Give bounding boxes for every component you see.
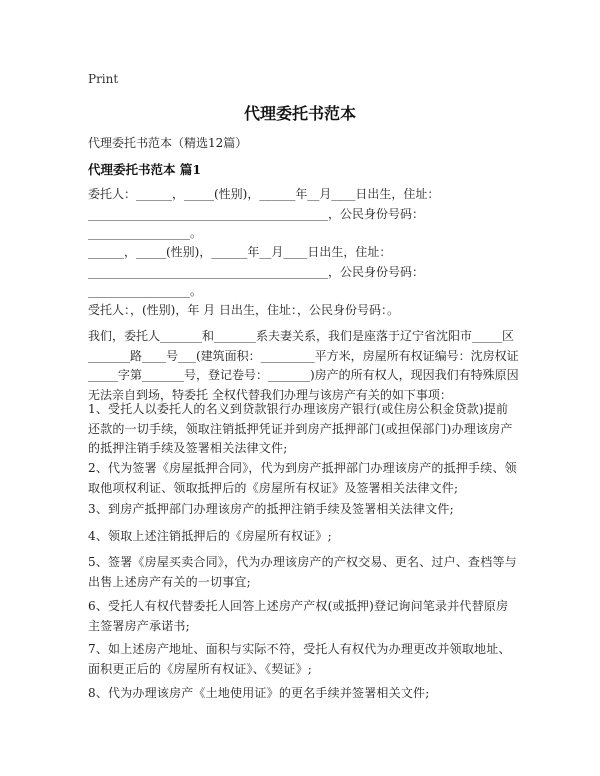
print-label: Print	[88, 72, 119, 86]
item-2: 2、代为签署《房屋抵押合同》，代为到房产抵押部门办理该房产的抵押手续、领取他项权利证、领取抵押后的《房屋所有权证》及签署相关法律文件;	[88, 461, 517, 495]
agent-block	[88, 301, 520, 321]
principal-block-1	[88, 185, 520, 244]
document-title: 代理委托书范本	[243, 104, 356, 123]
item-3: 3、到房产抵押部门办理该房产的抵押注销手续及签署相关法律文件;	[88, 502, 454, 516]
item-5: 5、签署《房屋买卖合同》，代为办理该房产的产权交易、更名、过户、查档等与出售上述房产有关的一切事宜;	[88, 555, 517, 589]
text-line: 我们，委托人_______和_______系夫妻关系，我们是座落于辽宁省沈阳市_____区	[88, 329, 515, 343]
text-line: _________________。	[88, 226, 203, 240]
item-1: 1、受托人以委托人的名义到贷款银行办理该房产银行(或住房公积金贷款)提前还款的一切手续，领取注销抵押凭证并到房产抵押部门(或担保部门)办理该房产的抵押注销手续及签署相关法律文件;	[88, 402, 513, 455]
text-line: _________________。	[88, 284, 203, 298]
text-line: ______，_____(性别)，______年__月____日出生，住址：	[88, 245, 392, 259]
text-line: 受托人：，(性别)，年 月 日出生，住址：，公民身份号码：。	[88, 303, 399, 317]
section-heading: 代理委托书范本 篇1	[88, 162, 202, 177]
principal-block-2	[88, 243, 520, 302]
item-8: 8、代为办理该房产《土地使用证》的更名手续并签署相关文件;	[88, 686, 430, 700]
item-7: 7、如上述房产地址、面积与实际不符，受托人有权代为办理更改并领取地址、面积更正后的《房屋所有权证》、《契证》;	[88, 642, 511, 676]
text-line: 委托人：______，_____(性别)，______年__月____日出生，住址：	[88, 187, 440, 201]
item-4: 4、领取上述注销抵押后的《房屋所有权证》;	[88, 529, 332, 543]
document-subtitle: 代理委托书范本（精选12篇）	[88, 136, 248, 150]
text-line: 无法亲自到场，特委托 全权代替我们办理与该房产有关的如下事项：	[88, 387, 452, 402]
statement-block	[88, 327, 520, 405]
text-line: ________________________________________，公民身份号码：	[88, 264, 425, 279]
text-line: _____字第_______号，登记卷号：_______)房产的所有权人，现因我们有特殊原因	[88, 368, 519, 382]
item-6: 6、受托人有权代替委托人回答上述房产产权(或抵押)登记询问笔录并代替原房主签署房产承诺书;	[88, 599, 509, 633]
text-line: _______路____号___(建筑面积：_________平方米，房屋所有权证编号：沈房权证	[88, 348, 519, 363]
text-line: ________________________________________，公民身份号码：	[88, 206, 425, 221]
